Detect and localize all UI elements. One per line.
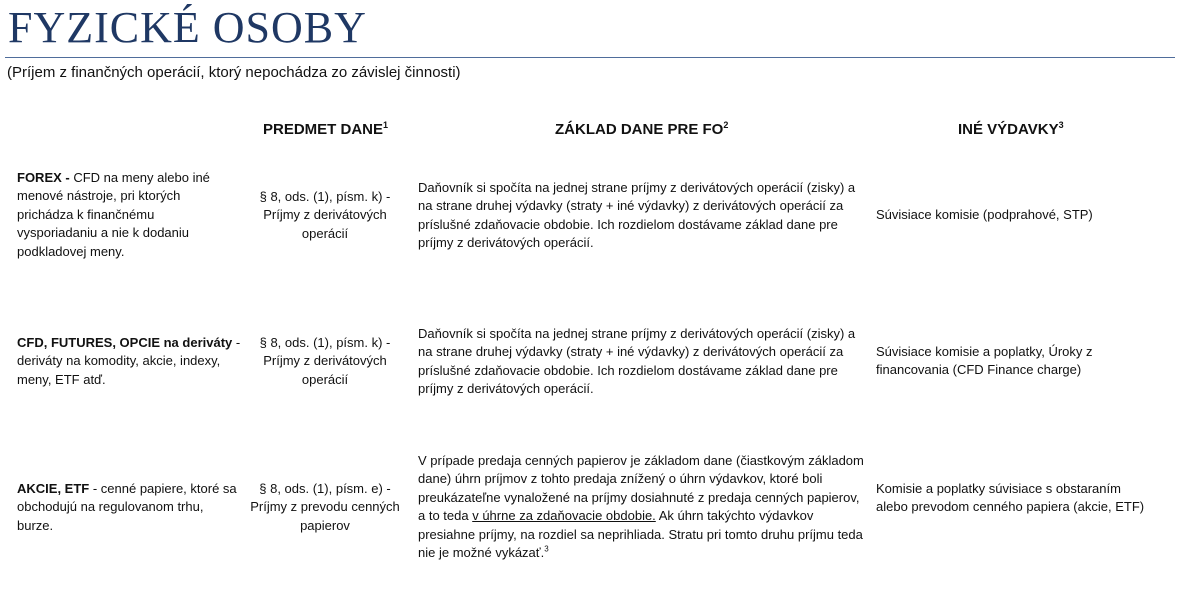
row-akcie-zaklad-text-end: Ak úhrn takýchto výdavkov presiahne príjmy, na rozdiel sa neprihliada. Stratu pri tomto druhu príjmu teda nie je možné vykázať.: [418, 508, 863, 561]
row-cfd-category-text: - deriváty na komodity, akcie, indexy, meny, ETF atď.: [17, 335, 241, 387]
header-predmet-dane: [263, 121, 388, 138]
row-cfd-predmet: § 8, ods. (1), písm. k) - Príjmy z derivátových operácií: [259, 335, 391, 387]
header-ine-vydavky-label: INÉ VÝDAVKY: [958, 121, 1059, 138]
footnote-ref-3: 3: [1058, 120, 1064, 130]
footnote-ref-1: 1: [383, 120, 389, 130]
row-cfd-ine: Súvisiace komisie a poplatky, Úroky z financovania (CFD Finance charge): [876, 344, 1093, 378]
header-zaklad-dane: [555, 121, 728, 138]
row-forex-category-bold: FOREX -: [17, 170, 70, 185]
title-divider: [5, 57, 1175, 58]
row-akcie-zaklad-text: V prípade predaja cenných papierov je základom dane (čiastkovým základom dane) úhrn príjmov z tohto predaja znížený o úhrn výdavkov, ktoré boli preukázateľne vynaložené na príjmy dosiahnuté z predaja cenných papierov, a to teda: [418, 453, 864, 524]
row-akcie-ine: Komisie a poplatky súvisiace s obstaraním alebo prevodom cenného papiera (akcie, ETF): [876, 481, 1145, 515]
header-ine-vydavky: [958, 121, 1064, 138]
page-title: FYZICKÉ OSOBY: [8, 3, 367, 52]
row-forex-zaklad: Daňovník si spočíta na jednej strane príjmy z derivátových operácií (zisky) a na strane druhej výdavky (straty + iné výdavky) z derivátových operácií za príslušné zdaňovacie obdobie. Ich rozdielom dostávame základ dane pre príjmy z derivátových operácií.: [418, 180, 856, 251]
row-cfd-category: [17, 334, 247, 389]
row-akcie-zaklad: [418, 452, 870, 562]
row-akcie-predmet: § 8, ods. (1), písm. e) - Príjmy z prevodu cenných papierov: [250, 481, 400, 533]
footnote-ref-3-inline: 3: [544, 544, 549, 554]
page-subtitle: (Príjem z finančných operácií, ktorý nepochádza zo závislej činnosti): [7, 64, 461, 81]
footnote-ref-2: 2: [723, 120, 729, 130]
row-forex-category: [17, 169, 237, 261]
row-forex-category-text: CFD na meny alebo iné menové nástroje, pri ktorých prichádza k finančnému vysporiadaniu a nie k dodaniu podkladovej meny.: [17, 170, 210, 259]
row-akcie-category-bold: AKCIE, ETF: [17, 481, 90, 496]
row-cfd-category-bold: CFD, FUTURES, OPCIE na deriváty: [17, 335, 233, 350]
header-zaklad-dane-label: ZÁKLAD DANE PRE FO: [555, 121, 724, 138]
row-akcie-category-text: - cenné papiere, ktoré sa obchodujú na regulovanom trhu, burze.: [17, 481, 237, 533]
row-forex-predmet: § 8, ods. (1), písm. k) - Príjmy z derivátových operácií: [259, 189, 391, 241]
header-predmet-dane-label: PREDMET DANE: [263, 121, 384, 138]
row-forex-ine: Súvisiace komisie (podprahové, STP): [876, 207, 1093, 222]
row-cfd-zaklad: Daňovník si spočíta na jednej strane príjmy z derivátových operácií (zisky) a na strane druhej výdavky (straty + iné výdavky) z derivátových operácií za príslušné zdaňovacie obdobie. Ich rozdielom dostávame základ dane pre príjmy z derivátových operácií.: [418, 326, 856, 397]
row-akcie-zaklad-underlined: v úhrne za zdaňovacie obdobie.: [472, 508, 656, 524]
row-akcie-category: [17, 480, 242, 535]
